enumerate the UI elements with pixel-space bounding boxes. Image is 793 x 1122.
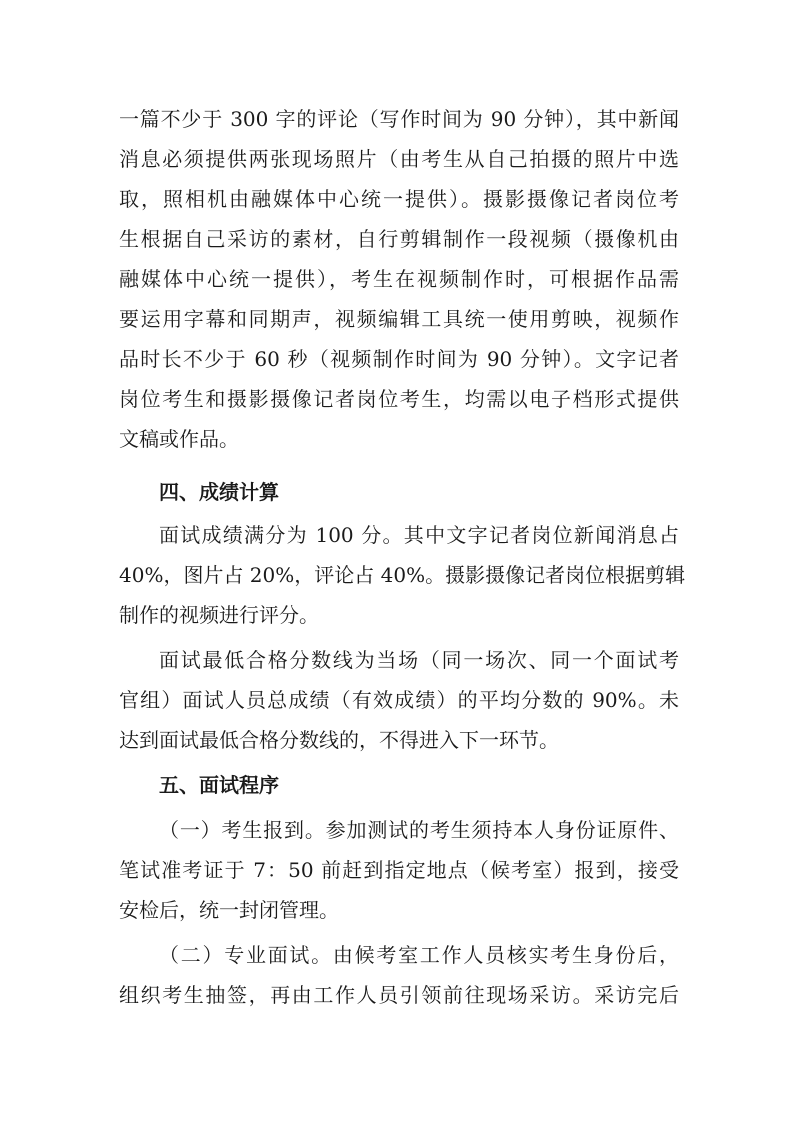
- paragraph-line: 品时长不少于 60 秒（视频制作时间为 90 分钟）。文字记者: [119, 347, 679, 371]
- paragraph-line: 面试成绩满分为 100 分。其中文字记者岗位新闻消息占: [159, 523, 679, 547]
- section-heading: 五、面试程序: [159, 773, 279, 797]
- paragraph-line: 官组）面试人员总成绩（有效成绩）的平均分数的 90%。未: [119, 688, 679, 712]
- paragraph-line: 取，照相机由融媒体中心统一提供）。摄影摄像记者岗位考: [119, 187, 679, 211]
- paragraph-line: 文稿或作品。: [119, 427, 239, 451]
- paragraph-line: 笔试准考证于 7：50 前赶到指定地点（候考室）报到，接受: [119, 858, 679, 882]
- paragraph-line: 消息必须提供两张现场照片（由考生从自己拍摄的照片中选: [119, 147, 679, 171]
- paragraph-line: 要运用字幕和同期声，视频编辑工具统一使用剪映，视频作: [119, 307, 679, 331]
- paragraph-line: 生根据自己采访的素材，自行剪辑制作一段视频（摄像机由: [119, 227, 679, 251]
- paragraph-line: 达到面试最低合格分数线的，不得进入下一环节。: [119, 728, 559, 752]
- paragraph-line: 安检后，统一封闭管理。: [119, 898, 339, 922]
- paragraph-line: 一篇不少于 300 字的评论（写作时间为 90 分钟），其中新闻: [119, 107, 679, 131]
- paragraph-line: 岗位考生和摄影摄像记者岗位考生，均需以电子档形式提供: [119, 387, 679, 411]
- paragraph-line: 融媒体中心统一提供），考生在视频制作时，可根据作品需: [119, 267, 679, 291]
- paragraph-line: 组织考生抽签，再由工作人员引领前往现场采访。采访完后: [119, 983, 679, 1007]
- paragraph-line: 面试最低合格分数线为当场（同一场次、同一个面试考: [159, 648, 679, 672]
- paragraph-line: （二）专业面试。由候考室工作人员核实考生身份后，: [159, 943, 679, 967]
- section-heading: 四、成绩计算: [159, 480, 279, 504]
- paragraph-line: 制作的视频进行评分。: [119, 603, 319, 627]
- paragraph-line: 40%，图片占 20%，评论占 40%。摄影摄像记者岗位根据剪辑: [119, 563, 686, 587]
- paragraph-line: （一）考生报到。参加测试的考生须持本人身份证原件、: [159, 818, 679, 842]
